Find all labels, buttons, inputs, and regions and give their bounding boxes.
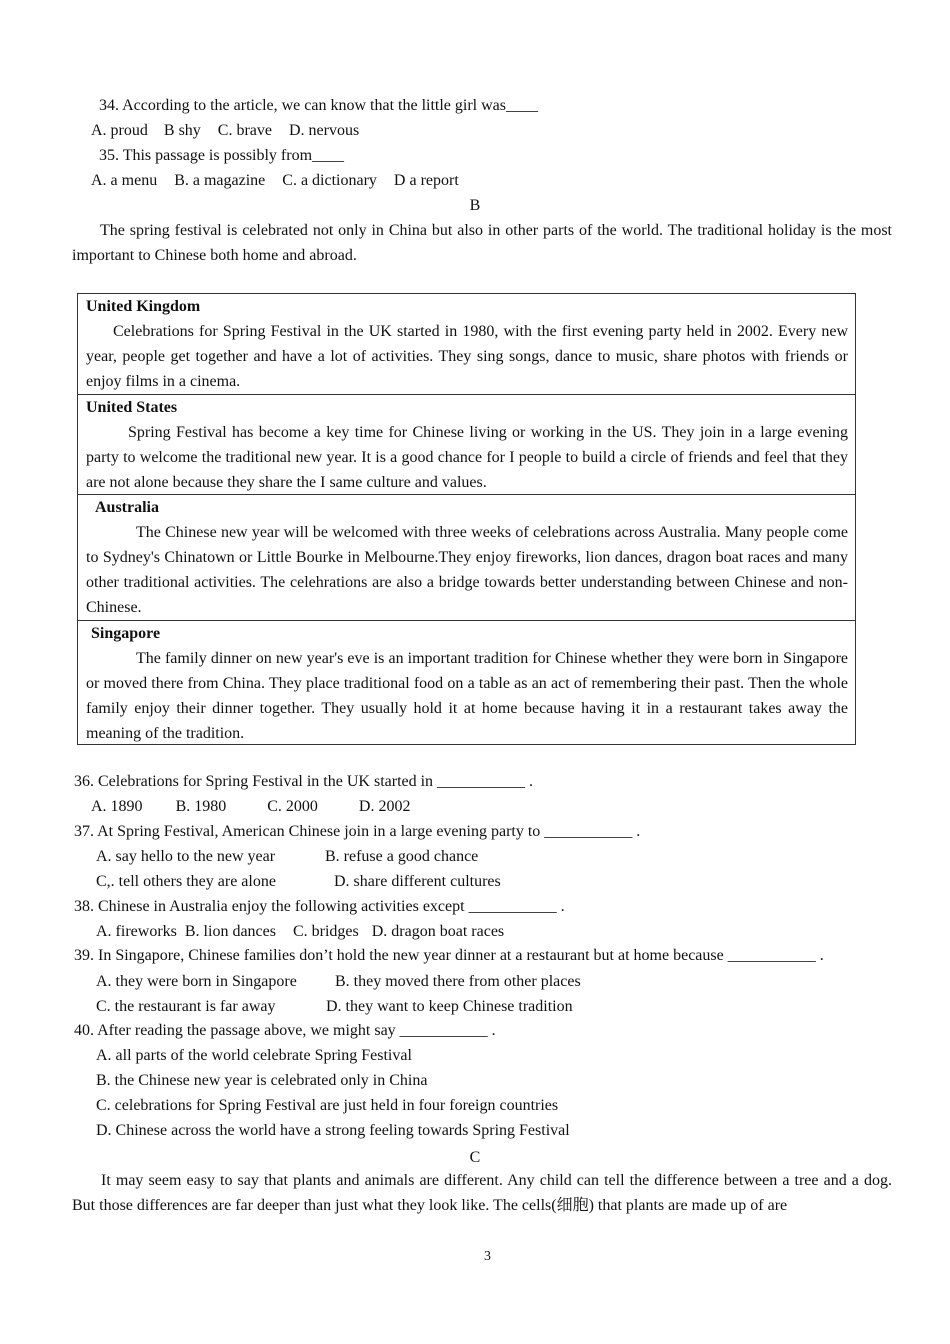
option-c: C. a dictionary xyxy=(282,172,377,189)
country-heading: United States xyxy=(86,399,178,416)
option-c: C. bridges xyxy=(292,923,359,940)
country-text: The family dinner on new year's eve is an important tradition for Chinese whether they were born in Singapore or moved there from China. They place traditional food on a table as an act of remembering their past. Then the whole family enjoy their dinner together. They usually hold it at home because having it in a restaurant takes away the meaning of the tradition. xyxy=(86,650,848,742)
option-b: B. 1980 xyxy=(175,798,227,815)
table-row-australia xyxy=(78,494,855,620)
option-a: A. a menu xyxy=(91,172,158,189)
country-heading: Singapore xyxy=(91,625,161,642)
option-c: C. 2000 xyxy=(267,798,318,815)
question-40-option-d: D. Chinese across the world have a strong feeling towards Spring Festival xyxy=(96,1122,570,1139)
question-37-option-b: B. refuse a good chance xyxy=(325,848,479,865)
option-d: D. dragon boat races xyxy=(371,923,505,940)
question-37-option-a: A. say hello to the new year xyxy=(96,848,276,865)
option-d: D. nervous xyxy=(289,122,360,139)
question-35-options xyxy=(91,171,459,191)
question-39-option-b: B. they moved there from other places xyxy=(335,973,581,990)
section-b-heading: B xyxy=(469,197,481,214)
section-c-heading: C xyxy=(469,1149,481,1166)
question-34-options xyxy=(91,121,359,141)
country-heading: Australia xyxy=(95,499,159,516)
section-c-intro: It may seem easy to say that plants and animals are different. Any child can tell the difference between a tree and a dog. But those differences are far deeper than just what they look like. The cells(细胞) that plants are made up of are xyxy=(72,1172,892,1214)
question-40-stem: 40. After reading the passage above, we might say ___________ . xyxy=(74,1022,496,1039)
question-35-stem: 35. This passage is possibly from____ xyxy=(99,147,345,164)
option-d: D a report xyxy=(393,172,459,189)
question-39-option-d: D. they want to keep Chinese tradition xyxy=(326,998,573,1015)
option-b: B shy xyxy=(163,122,201,139)
question-39-option-a: A. they were born in Singapore xyxy=(96,973,297,990)
option-a: A. proud xyxy=(91,122,148,139)
country-text: Spring Festival has become a key time for Chinese living or working in the US. They join in a large evening party to welcome the traditional new year. It is a good chance for I people to build a circle of friends and feel that they are not alone because they share the I same culture and values. xyxy=(86,424,848,491)
option-c: C. brave xyxy=(217,122,272,139)
question-34-stem: 34. According to the article, we can know that the little girl was____ xyxy=(99,97,538,114)
country-heading: United Kingdom xyxy=(86,298,201,315)
question-39-stem: 39. In Singapore, Chinese families don’t hold the new year dinner at a restaurant but at home because ___________ . xyxy=(74,947,824,964)
question-38-options xyxy=(96,922,504,942)
country-text: The Chinese new year will be welcomed with three weeks of celebrations across Australia. Many people come to Sydney's Chinatown or Little Bourke in Melbourne.They enjoy fireworks, lion dances, dragon boat races and many other traditional activities. The celehrations are also a bridge towards better understanding between Chinese and non-Chinese. xyxy=(86,524,848,616)
option-b: B. a magazine xyxy=(174,172,266,189)
country-table xyxy=(77,293,856,745)
question-40-option-b: B. the Chinese new year is celebrated only in China xyxy=(96,1072,428,1089)
question-36-options xyxy=(91,797,410,817)
question-36-stem: 36. Celebrations for Spring Festival in the UK started in ___________ . xyxy=(74,773,534,790)
page-number: 3 xyxy=(484,1249,491,1264)
question-38-stem: 38. Chinese in Australia enjoy the following activities except ___________ . xyxy=(74,898,565,915)
question-37-option-c: C,. tell others they are alone xyxy=(96,873,276,890)
country-text: Celebrations for Spring Festival in the UK started in 1980, with the first evening party held in 2002. Every new year, people get together and have a lot of activities. They sing songs, dance to music, share photos with friends or enjoy films in a cinema. xyxy=(86,323,848,390)
option-a: A. 1890 xyxy=(91,798,143,815)
table-row-us xyxy=(78,394,855,494)
question-40-option-c: C. celebrations for Spring Festival are just held in four foreign countries xyxy=(96,1097,559,1114)
table-row-uk xyxy=(78,294,855,394)
question-39-option-c: C. the restaurant is far away xyxy=(96,998,276,1015)
option-b: B. lion dances xyxy=(184,923,276,940)
question-37-stem: 37. At Spring Festival, American Chinese join in a large evening party to ___________ . xyxy=(74,823,641,840)
table-row-singapore xyxy=(78,620,855,745)
question-40-option-a: A. all parts of the world celebrate Spring Festival xyxy=(96,1047,412,1064)
section-b-intro: The spring festival is celebrated not only in China but also in other parts of the world. The traditional holiday is the most important to Chinese both home and abroad. xyxy=(72,222,892,264)
option-a: A. fireworks xyxy=(96,923,177,940)
option-d: D. 2002 xyxy=(358,798,411,815)
question-37-option-d: D. share different cultures xyxy=(334,873,501,890)
